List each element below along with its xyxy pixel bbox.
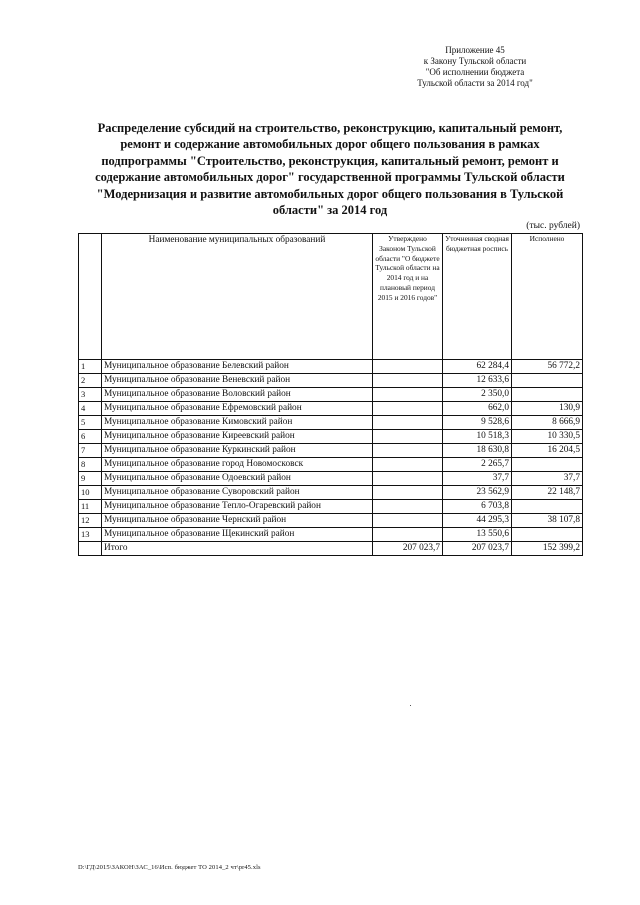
approved-amount: 207 023,7: [373, 542, 443, 556]
executed-amount: 152 399,2: [512, 542, 583, 556]
appendix-line-1: Приложение 45: [445, 45, 505, 55]
row-index: 7: [79, 444, 102, 458]
approved-amount: [373, 360, 443, 374]
refined-amount: 37,7: [443, 472, 512, 486]
total-row: [79, 542, 583, 556]
table-row: [79, 402, 583, 416]
refined-amount: 44 295,3: [443, 514, 512, 528]
file-path-footer: D:\ГД\2015\ЗАКОН\ЗАС_16\Исп. бюджет ТО 2014_2 чт\pr45.xls: [78, 864, 261, 871]
executed-amount: [512, 374, 583, 388]
row-index: 8: [79, 458, 102, 472]
header-name: Наименование муниципальных образований: [102, 234, 373, 360]
executed-amount: [512, 458, 583, 472]
row-index: 2: [79, 374, 102, 388]
table-row: [79, 416, 583, 430]
approved-amount: [373, 374, 443, 388]
approved-amount: [373, 528, 443, 542]
table-row: [79, 486, 583, 500]
executed-amount: 38 107,8: [512, 514, 583, 528]
municipality-name: Муниципальное образование Тепло-Огаревский район: [102, 500, 373, 514]
subsidy-table: [78, 233, 583, 556]
units-label: (тыс. рублей): [526, 221, 580, 231]
executed-amount: [512, 500, 583, 514]
refined-amount: 62 284,4: [443, 360, 512, 374]
appendix-line-2: к Закону Тульской области: [423, 56, 527, 66]
approved-amount: [373, 416, 443, 430]
header-executed: Исполнено: [512, 234, 583, 360]
table-row: [79, 472, 583, 486]
executed-amount: 130,9: [512, 402, 583, 416]
refined-amount: 2 350,0: [443, 388, 512, 402]
municipality-name: Муниципальное образование Киреевский район: [102, 430, 373, 444]
approved-amount: [373, 444, 443, 458]
municipality-name: Муниципальное образование Суворовский район: [102, 486, 373, 500]
municipality-name: Муниципальное образование Белевский район: [102, 360, 373, 374]
refined-amount: 18 630,8: [443, 444, 512, 458]
table-row: [79, 500, 583, 514]
executed-amount: 37,7: [512, 472, 583, 486]
approved-amount: [373, 500, 443, 514]
refined-amount: 207 023,7: [443, 542, 512, 556]
row-index: 13: [79, 528, 102, 542]
municipality-name: Муниципальное образование Куркинский район: [102, 444, 373, 458]
table-row: [79, 514, 583, 528]
municipality-name: Муниципальное образование Ефремовский район: [102, 402, 373, 416]
refined-amount: 23 562,9: [443, 486, 512, 500]
refined-amount: 12 633,6: [443, 374, 512, 388]
row-index: 3: [79, 388, 102, 402]
row-index: 12: [79, 514, 102, 528]
municipality-name: Муниципальное образование город Новомосковск: [102, 458, 373, 472]
table-header-row: [79, 234, 583, 360]
executed-amount: 22 148,7: [512, 486, 583, 500]
table-row: [79, 444, 583, 458]
refined-amount: 10 518,3: [443, 430, 512, 444]
table-row: [79, 458, 583, 472]
header-index: [79, 234, 102, 360]
approved-amount: [373, 458, 443, 472]
municipality-name: Муниципальное образование Чернский район: [102, 514, 373, 528]
municipality-name: Муниципальное образование Щекинский район: [102, 528, 373, 542]
header-refined: Уточненная сводная бюджетная роспись: [443, 234, 512, 360]
header-approved: Утверждено Законом Тульской области "О бюджете Тульской области на 2014 год и на плановый период 2015 и 2016 годов": [373, 234, 443, 360]
row-index: [79, 542, 102, 556]
table-row: [79, 528, 583, 542]
row-index: 1: [79, 360, 102, 374]
municipality-name: Муниципальное образование Кимовский район: [102, 416, 373, 430]
appendix-line-3: "Об исполнении бюджета: [425, 67, 525, 77]
row-index: 4: [79, 402, 102, 416]
executed-amount: 8 666,9: [512, 416, 583, 430]
row-index: 11: [79, 500, 102, 514]
municipality-name: Итого: [102, 542, 373, 556]
approved-amount: [373, 430, 443, 444]
refined-amount: 662,0: [443, 402, 512, 416]
refined-amount: 2 265,7: [443, 458, 512, 472]
approved-amount: [373, 486, 443, 500]
row-index: 6: [79, 430, 102, 444]
approved-amount: [373, 514, 443, 528]
approved-amount: [373, 472, 443, 486]
municipality-name: Муниципальное образование Одоевский район: [102, 472, 373, 486]
refined-amount: 13 550,6: [443, 528, 512, 542]
table-row: [79, 360, 583, 374]
approved-amount: [373, 388, 443, 402]
stray-mark: [410, 705, 411, 706]
municipality-name: Муниципальное образование Веневский район: [102, 374, 373, 388]
executed-amount: 16 204,5: [512, 444, 583, 458]
document-title: Распределение субсидий на строительство, реконструкцию, капитальный ремонт, ремонт и содержание автомобильных дорог общего пользования в рамках подпрограммы "Строительство, реконструкция, капитальный ремонт, ремонт и содержание автомобильных дорог" государственной программы Тульской области "Модернизация и развитие автомобильных дорог общего пользования в Тульской области" за 2014 год: [95, 121, 565, 218]
appendix-note: [400, 45, 550, 89]
municipality-name: Муниципальное образование Воловский район: [102, 388, 373, 402]
executed-amount: 56 772,2: [512, 360, 583, 374]
row-index: 10: [79, 486, 102, 500]
executed-amount: [512, 528, 583, 542]
executed-amount: 10 330,5: [512, 430, 583, 444]
refined-amount: 9 528,6: [443, 416, 512, 430]
table-row: [79, 374, 583, 388]
refined-amount: 6 703,8: [443, 500, 512, 514]
row-index: 9: [79, 472, 102, 486]
table-body: [79, 360, 583, 556]
approved-amount: [373, 402, 443, 416]
appendix-line-4: Тульской области за 2014 год": [417, 78, 533, 88]
table-row: [79, 388, 583, 402]
executed-amount: [512, 388, 583, 402]
table-row: [79, 430, 583, 444]
row-index: 5: [79, 416, 102, 430]
